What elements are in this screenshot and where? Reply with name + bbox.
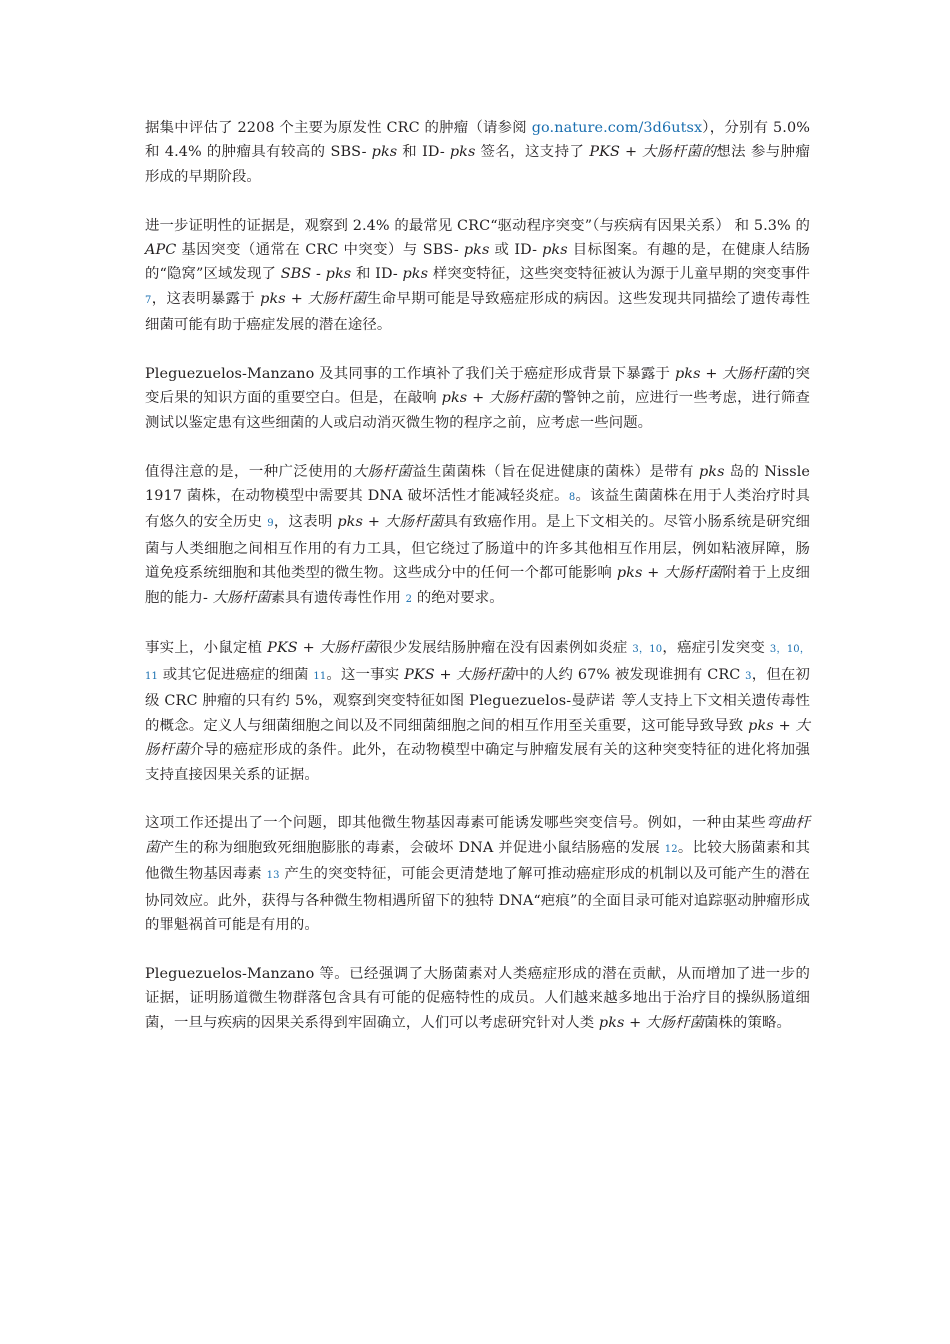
- text-segment: ，癌症引发突变: [662, 640, 770, 657]
- text-segment: 。该益生菌菌株在用于人类治疗时具有悠久的安全历史: [145, 488, 810, 531]
- reference-link[interactable]: 8: [568, 492, 576, 504]
- reference-link[interactable]: 2: [405, 593, 413, 605]
- text-segment: Pleguezuelos-Manzano 等。已经强调了大肠菌素对人类癌症形成的潜在贡献，从而增加了进一步的证据，证明肠道微生物群落包含具有可能的促癌特性的成员。人们越来越多地出于治疗目的操纵肠道细菌，一旦与疾病的因果关系得到牢固确立，人们可以考虑研究针对人类: [145, 965, 810, 1031]
- text-segment: 事实上，小鼠定植: [145, 640, 268, 657]
- italic-term: pks: [402, 266, 429, 283]
- reference-link[interactable]: 3: [745, 670, 752, 682]
- text-segment: 菌株的策略。: [703, 1014, 791, 1031]
- italic-term: APC: [145, 242, 177, 259]
- text-segment: 的绝对要求。: [412, 589, 504, 606]
- italic-term: pks: [542, 242, 568, 259]
- reference-link[interactable]: 12: [664, 843, 678, 855]
- italic-term: pks: [699, 463, 725, 480]
- text-segment: ，这表明: [273, 514, 338, 531]
- text-segment: 的警钟之前，应进行一些考虑，进行筛查测试以鉴定患有这些细菌的人或启动消灭微生物的程序之前，应考虑一些问题。: [145, 390, 810, 431]
- text-segment: 基因突变（通常在 CRC 中突变）与 SBS-: [176, 242, 464, 259]
- text-segment: 很少发展结肠肿瘤在没有因素例如炎症: [378, 640, 633, 657]
- text-segment: 支持上下文相关遗传毒性的概念。定义人与细菌细胞之间以及不同细菌细胞之间的相互作用至关重要，这可能导致导致: [145, 693, 811, 734]
- text-segment: 签名，这支持了: [475, 144, 590, 161]
- paragraph-4: [145, 460, 810, 612]
- italic-term: 弯曲杆菌: [145, 815, 810, 856]
- italic-term: PKS + 大肠杆菌: [267, 640, 379, 657]
- text-segment: 或 ID-: [489, 242, 543, 259]
- paragraph-7: [145, 962, 810, 1035]
- paragraph-6: [145, 811, 810, 937]
- text-segment: 据集中评估了 2208 个主要为原发性 CRC 的肿瘤（请参阅: [145, 120, 532, 136]
- reference-link[interactable]: 7: [145, 294, 152, 306]
- reference-link[interactable]: 3，10: [632, 644, 663, 656]
- text-segment: 具有致癌作用。是上下文相关的。尽管小肠系统是研究细菌与人类细胞之间相互作用的有力工具，但它绕过了肠道中的许多其他相互作用层，例如粘液屏障，肠道免疫系统细胞和其他类型的微生物。这些成分中的任何一个都可能影响: [145, 514, 810, 582]
- text-segment: 和 ID-: [397, 144, 450, 161]
- text-segment: ，但在初级 CRC 肿瘤的只有约 5%，观察到突变特征如图 Pleguezuelos-曼萨诺: [145, 666, 810, 710]
- text-segment: 附着于上皮细胞的能力-: [145, 565, 810, 606]
- paragraph-2: [145, 214, 810, 338]
- paragraph-3: [145, 362, 810, 435]
- italic-term: 大肠杆菌: [352, 463, 413, 480]
- italic-term: 等人: [620, 693, 650, 710]
- italic-term: pks + 大肠杆菌: [260, 290, 367, 307]
- text-segment: 的突变后果的知识方面的重要空白。但是，在敲响: [145, 366, 811, 407]
- text-segment: 这项工作还提出了一个问题，即其他微生物基因毒素可能诱发哪些突变信号。例如，一种由某些: [145, 815, 766, 832]
- italic-term: pks + 大肠杆菌: [441, 390, 548, 407]
- italic-term: pks + 大肠杆菌: [145, 717, 810, 759]
- text-segment: 和 ID-: [351, 266, 403, 283]
- text-segment: 。比较大肠菌素和其他微生物基因毒素: [145, 839, 810, 883]
- text-segment: 生命早期可能是导致癌症形成的病因。这些发现共同描绘了遗传毒性细菌可能有助于癌症发展的潜在途径。: [145, 290, 810, 334]
- text-segment: 想法 参与肿瘤形成的早期阶段。: [145, 144, 810, 185]
- italic-term: SBS - pks: [280, 266, 352, 283]
- text-segment: 中的人约 67% 被发现谁拥有 CRC: [514, 666, 746, 683]
- italic-term: PKS + 大肠杆菌: [404, 666, 515, 683]
- italic-term: pks + 大肠杆菌: [337, 514, 444, 531]
- text-segment: 值得注意的是，一种广泛使用的: [145, 463, 353, 480]
- reference-link[interactable]: 9: [267, 518, 274, 530]
- italic-term: pks: [463, 242, 490, 259]
- text-segment: ，这表明暴露于: [151, 290, 261, 307]
- text-segment: Pleguezuelos-Manzano 及其同事的工作填补了我们关于癌症形成背景下暴露于: [145, 366, 675, 383]
- text-segment: 样突变特征，这些突变特征被认为源于儿童早期的突变事件: [428, 266, 810, 283]
- text-segment: 或其它促进癌症的细菌: [157, 666, 314, 683]
- italic-term: pks: [371, 144, 398, 161]
- text-segment: 进一步证明性的证据是，观察到 2.4% 的最常见 CRC“驱动程序突变”（与疾病有因果关系） 和 5.3% 的: [145, 217, 810, 234]
- text-segment: 益生菌菌株（旨在促进健康的菌株）是带有: [412, 463, 699, 480]
- reference-link[interactable]: 11: [313, 670, 327, 682]
- italic-term: pks + 大肠杆菌: [598, 1014, 704, 1031]
- text-segment: 素具有遗传毒性作用: [270, 589, 406, 606]
- reference-link[interactable]: 3，10，11: [145, 644, 811, 682]
- text-segment: 目标图案。有趣的是，在健康人结肠的“隐窝”区域发现了: [145, 242, 810, 283]
- italic-term: 大肠杆菌: [212, 589, 271, 606]
- paragraph-5: [145, 636, 810, 786]
- italic-term: PKS + 大肠杆菌的: [589, 144, 717, 161]
- italic-term: pks + 大肠杆菌: [674, 366, 781, 383]
- italic-term: pks + 大肠杆菌: [616, 565, 723, 582]
- text-segment: 产生的称为细胞致死细胞膨胀的毒素，会破坏 DNA 并促进小鼠结肠癌的发展: [159, 839, 665, 856]
- text-segment: ），分别有 5.0% 和 4.4% 的肿瘤具有较高的 SBS-: [145, 120, 810, 161]
- text-segment: 介导的癌症形成的条件。此外，在动物模型中确定与肿瘤发展有关的这种突变特征的进化将加强支持直接因果关系的证据。: [145, 742, 810, 783]
- source-link[interactable]: go.nature.com/3d6utsx: [531, 120, 703, 136]
- paragraph-1: [145, 116, 810, 189]
- text-segment: 。这一事实: [326, 666, 405, 683]
- article-body: [145, 116, 810, 1059]
- text-segment: 岛的 Nissle 1917 菌株，在动物模型中需要其 DNA 破坏活性才能减轻炎症。: [145, 463, 811, 505]
- text-segment: 产生的突变特征，可能会更清楚地了解可推动癌症形成的机制以及可能产生的潜在协同效应。此外，获得与各种微生物相遇所留下的独特 DNA“疤痕”的全面目录可能对追踪驱动肿瘤形成的罪魁祸首可能是有用的。: [145, 866, 810, 933]
- italic-term: pks: [449, 144, 476, 161]
- reference-link[interactable]: 13: [266, 870, 280, 882]
